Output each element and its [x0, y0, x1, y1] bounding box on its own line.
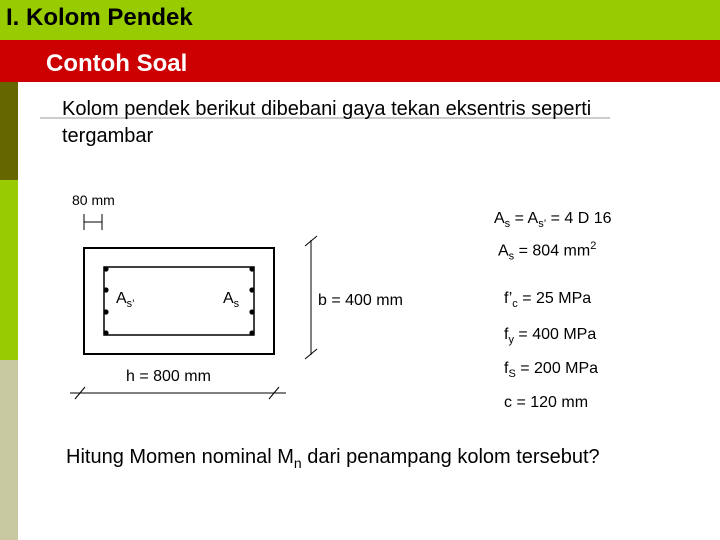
as-label [223, 290, 239, 310]
question-post: dari penampang kolom tersebut? [301, 446, 600, 468]
spec-fs-value: = 200 MPa [515, 360, 599, 377]
spec-fc-main: f’ [504, 290, 513, 307]
rebar-dot [249, 287, 254, 292]
rebar-dot [103, 309, 108, 314]
as-main: A [223, 290, 234, 307]
as-prime-sub: s’ [126, 298, 135, 311]
question-pre: Hitung Momen nominal M [66, 446, 294, 468]
spec-area-value: = 804 mm [514, 242, 591, 260]
rebar-dot [249, 330, 254, 335]
rebar-dot [249, 266, 254, 271]
spec-area-a: A [498, 242, 509, 260]
rebar-dot [249, 309, 254, 314]
rebar-dot [103, 330, 108, 335]
section-outline [84, 248, 274, 354]
as-sub: s [233, 298, 240, 311]
question-text [66, 444, 666, 477]
h-dim-label: h = 800 mm [126, 368, 211, 385]
spec-fy [504, 326, 596, 346]
cover-label: 80 mm [72, 192, 115, 208]
spec-fc-value: = 25 MPa [517, 290, 592, 307]
spec-rebar-value: = 4 D 16 [546, 210, 612, 227]
spec-as-a: A [494, 210, 505, 227]
slide-title: I. Kolom Pendek [6, 4, 193, 31]
spec-fs-sub: S [508, 368, 516, 381]
rebar-dot [103, 266, 108, 271]
as-prime-main: A [116, 290, 127, 307]
spec-as-mid: = A [510, 210, 539, 227]
spec-fy-value: = 400 MPa [513, 326, 597, 343]
spec-area-sup: 2 [590, 240, 597, 252]
spec-as-prime-s: s’ [538, 218, 547, 231]
spec-as-s: s [504, 218, 511, 231]
spec-fy-main: f [504, 326, 509, 343]
spec-fy-sub: y [508, 334, 514, 347]
slide-subtitle: Contoh Soal [46, 50, 188, 77]
question-sub: n [293, 455, 302, 471]
spec-rebar-area [498, 240, 596, 263]
spec-fs-main: f [504, 360, 509, 377]
rebar-dot [103, 287, 108, 292]
as-prime-label [116, 290, 135, 310]
spec-fs [504, 360, 598, 380]
spec-c: c = 120 mm [504, 394, 589, 411]
spec-fc [504, 290, 591, 310]
spec-rebar-count [494, 210, 612, 230]
b-dim-label: b = 400 mm [318, 292, 403, 309]
spec-area-s: s [508, 250, 515, 263]
intro-text: Kolom pendek berikut dibebani gaya tekan eksentris seperti tergambar [62, 98, 592, 147]
spec-fc-sub: c [512, 298, 518, 311]
